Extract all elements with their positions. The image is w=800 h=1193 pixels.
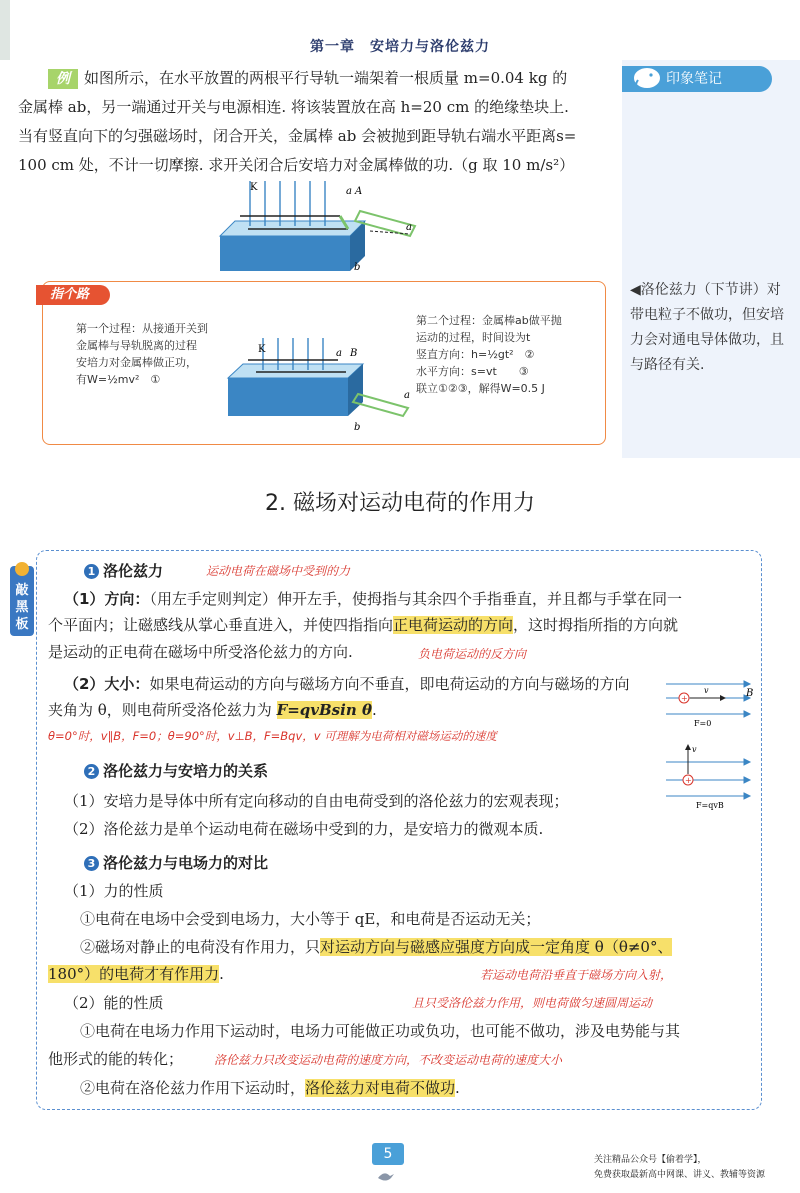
label-a: a [346, 186, 352, 197]
hint-line: 第二个过程：金属棒ab做平抛 [416, 314, 562, 327]
label-K: K [250, 182, 258, 193]
bird-icon [376, 1168, 396, 1184]
hint-line: 金属棒与导轨脱离的过程 [76, 339, 197, 352]
heading-3: 3 洛伦兹力与电场力的对比 [84, 852, 268, 874]
label-B: B [350, 348, 358, 359]
example-line: 如图所示，在水平放置的两根平行导轨一端架着一根质量 m=0.04 kg 的 [84, 69, 568, 87]
chapter-header: 第一章 安培力与洛伦兹力 [310, 39, 490, 55]
page-number: 5 [372, 1143, 404, 1165]
heading-1: 1 洛伦兹力 [84, 560, 163, 582]
hint-line: 第一个过程：从接通开关到 [76, 322, 208, 335]
notes-body: ◀洛伦兹力（下节讲）对带电粒子不做功，但安培力会对通电导体做功，且与路径有关. [630, 282, 784, 373]
nature-heading: （1）力的性质 [64, 882, 164, 900]
handwritten-note: 负电荷运动的反方向 [418, 647, 527, 661]
size-line: 夹角为 θ，则电荷所受洛伦兹力为 F=qvBsin θ. [48, 701, 377, 719]
svg-text:+: + [681, 694, 688, 703]
example-problem [18, 64, 618, 180]
energy-line: 他形式的能的转化； [48, 1050, 184, 1068]
direction-line: （1）方向：（用左手定则判定）伸开左手，使拇指与其余四个手指垂直，并且都与手掌在同一 [64, 590, 682, 608]
svg-text:+: + [685, 776, 692, 785]
rail-figure-hint [218, 338, 418, 436]
rail-figure [210, 176, 440, 276]
energy-line: ②电荷在洛伦兹力作用下运动时，洛伦兹力对电荷不做功. [80, 1079, 460, 1097]
direction-line: 是运动的正电荷在磁场中所受洛伦兹力的方向. [48, 643, 353, 661]
hint-line: 安培力对金属棒做正功， [76, 356, 197, 369]
direction-line: 个平面内；让磁感线从掌心垂直进入，并使四指指向正电荷运动的方向，这时拇指所指的方向就 [48, 616, 679, 634]
section-title: 2. 磁场对运动电荷的作用力 [265, 491, 535, 516]
example-line: 100 cm 处，不计一切摩擦. 求开关闭合后安培力对金属棒做的功.（g 取 10 m/s²） [18, 156, 575, 174]
hint-line: 有W=½mv² ① [76, 373, 161, 386]
handwritten-note: θ=0°时，v∥B，F=0；θ=90°时，v⊥B，F=Bqv，v 可理解为电荷相对磁场运动的速度 [48, 729, 497, 743]
energy-line: ①电荷在电场力作用下运动时，电场力可能做正功或负功，也可能不做功，涉及电势能与其 [80, 1022, 681, 1040]
relation-line: （1）安培力是导体中所有定向移动的自由电荷受到的洛伦兹力的宏观表现； [64, 792, 569, 810]
heading-2: 2 洛伦兹力与安培力的关系 [84, 760, 268, 782]
label-b: b [354, 262, 361, 273]
label-a: a [406, 222, 412, 233]
label-a: a [404, 390, 410, 401]
hint-right-text [416, 312, 586, 397]
label-F: F=qvB [696, 801, 724, 810]
handwritten-note: 洛伦兹力只改变运动电荷的速度方向，不改变运动电荷的速度大小 [214, 1053, 563, 1067]
label-B: B [746, 688, 754, 699]
label-A: A [355, 186, 363, 197]
example-tag: 例 [48, 69, 78, 89]
label-a: a [336, 348, 342, 359]
label-v: v [692, 745, 697, 754]
nature-line: ②磁场对静止的电荷没有作用力，只对运动方向与磁感应强度方向成一定角度 θ（θ≠0°、 [80, 938, 673, 956]
label-v: v [704, 686, 709, 695]
hint-line: 竖直方向：h=½gt² ② [416, 348, 535, 361]
size-line: （2）大小：如果电荷运动的方向与磁场方向不垂直，即电荷运动的方向与磁场的方向 [64, 675, 630, 693]
handwritten-note: 且只受洛伦兹力作用，则电荷做匀速圆周运动 [412, 996, 653, 1010]
energy-heading: （2）能的性质 [64, 994, 164, 1012]
footer-line: 关注精品公众号【偷着学】， [594, 1155, 707, 1165]
hint-left-text [76, 320, 236, 388]
example-line: 金属棒 ab，另一端通过开关与电源相连. 将该装置放在高 h=20 cm 的绝缘垫块上. [18, 98, 569, 116]
footer-note [594, 1153, 794, 1183]
nature-line: ①电荷在电场中会受到电场力，大小等于 qE，和电荷是否运动无关； [80, 910, 541, 928]
label-b: b [354, 422, 361, 433]
example-line: 当有竖直向下的匀强磁场时，闭合开关，金属棒 ab 会被抛到距导轨右端水平距离s= [18, 127, 577, 145]
hint-line: 运动的过程，时间设为t [416, 331, 531, 344]
handwritten-note: 若运动电荷沿垂直于磁场方向入射， [480, 968, 673, 982]
board-tag: 敲黑板 [10, 566, 34, 636]
notes-column [622, 60, 800, 458]
notes-title: 印象笔记 [622, 66, 772, 92]
handwritten-note: 运动电荷在磁场中受到的力 [206, 564, 351, 578]
elephant-icon [630, 62, 664, 92]
label-F0: F=0 [694, 719, 712, 728]
lorentz-diagram [664, 680, 758, 810]
footer-line: 免费获取最新高中网课、讲义、教辅等资源 [594, 1170, 766, 1180]
label-K: K [258, 344, 266, 355]
hint-line: 水平方向：s=vt ③ [416, 365, 529, 378]
hint-line: 联立①②③，解得W=0.5 J [416, 382, 545, 395]
relation-line: （2）洛伦兹力是单个运动电荷在磁场中受到的力，是安培力的微观本质. [64, 820, 544, 838]
hint-tag: 指个路 [36, 285, 110, 305]
nature-line: 180°）的电荷才有作用力. [48, 965, 224, 983]
